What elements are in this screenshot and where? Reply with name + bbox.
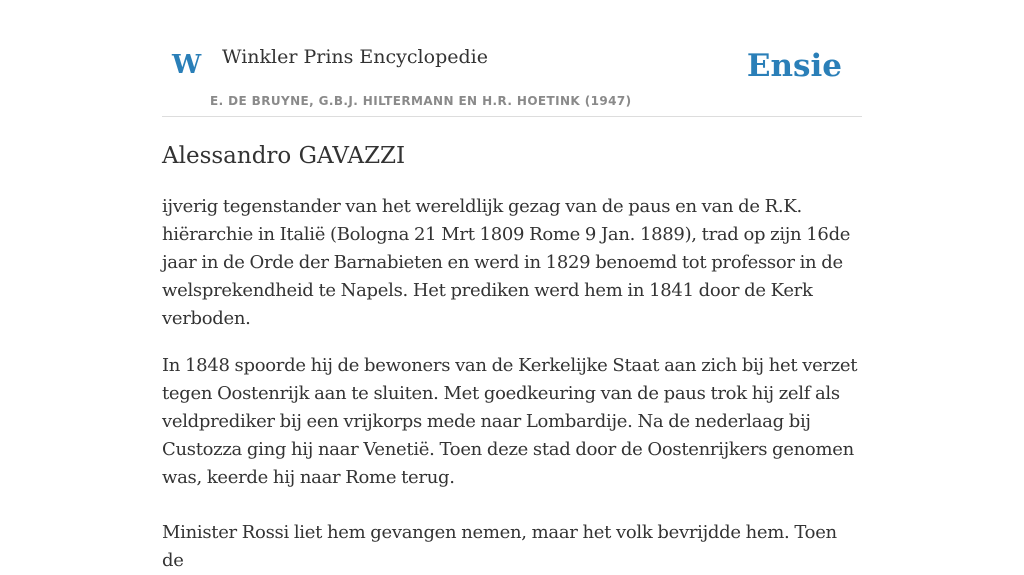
source-title[interactable]: Winkler Prins Encyclopedie bbox=[222, 46, 488, 68]
article-paragraph: In 1848 spoorde hij de bewoners van de Kerkelijke Staat aan zich bij het verzet tegen Oostenrijk aan te sluiten. Met goedkeuring van de paus trok hij zelf als veldprediker bij een vrijkorps mede naar Lombardije. Na de nederlaag bij Custozza ging hij naar Venetië. Toen deze stad door de Oostenrijkers genomen was, keerde hij naar Rome terug. bbox=[162, 355, 858, 488]
article-paragraph: ijverig tegenstander van het wereldlijk gezag van de paus en van de R.K. hiërarchie in Italië (Bologna 21 Mrt 1809 Rome 9 Jan. 1889), trad op zijn 16de jaar in de Orde der Barnabieten en werd in 1829 benoemd tot professor in de welsprekendheid te Napels. Het prediken werd hem in 1841 door de Kerk verboden. bbox=[162, 196, 851, 329]
article-title: Alessandro GAVAZZI bbox=[162, 143, 406, 169]
page bbox=[162, 0, 862, 571]
article-paragraph: Minister Rossi liet hem gevangen nemen, maar het volk bevrijdde hem. Toen de bbox=[162, 522, 837, 571]
source-authors: E. DE BRUYNE, G.B.J. HILTERMANN EN H.R. HOETINK (1947) bbox=[210, 94, 632, 108]
source-header bbox=[162, 0, 862, 117]
winkler-prins-logo[interactable]: W bbox=[172, 50, 202, 80]
ensie-logo[interactable]: Ensie bbox=[746, 48, 842, 84]
